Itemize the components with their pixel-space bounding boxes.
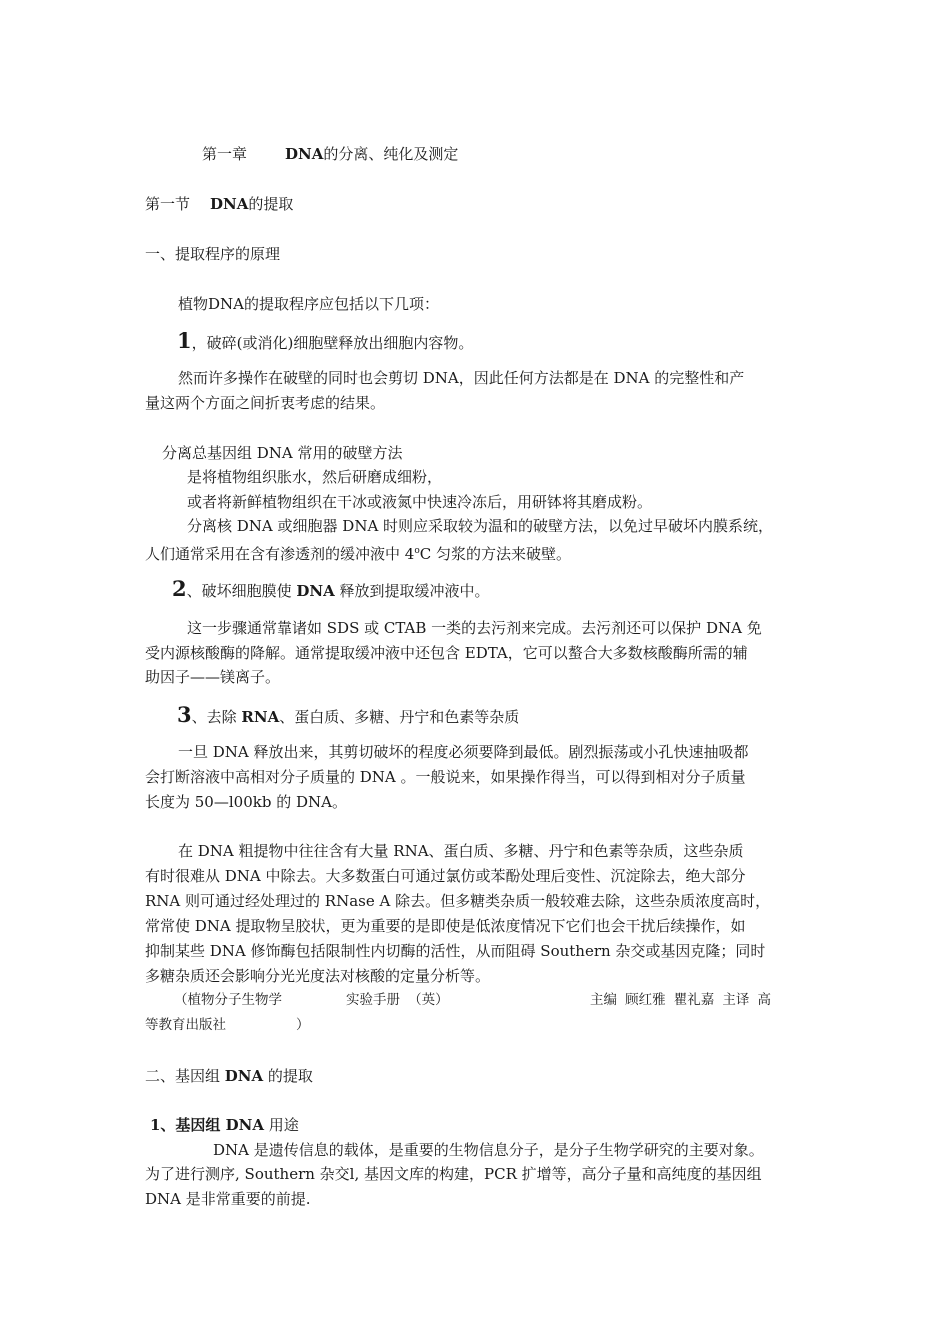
usage-line1: DNA 是遗传信息的载体，是重要的生物信息分子，是分子生物学研究的主要对象。 (213, 1141, 764, 1159)
usage-heading (150, 1115, 299, 1135)
section-title-text: 的提取 (248, 195, 294, 213)
step2-para-line1: 这一步骤通常靠诸如 SDS 或 CTAB 一类的去污剂来完成。去污剂还可以保护 DNA 免 (187, 619, 762, 637)
step2-para-line3: 助因子——镁离子。 (145, 668, 281, 686)
chapter-title-dna: DNA (285, 145, 324, 163)
step1-heading (177, 328, 473, 356)
step3-text-pre: 、去除 (191, 708, 242, 726)
reference-close: ） (296, 1017, 310, 1033)
step3-para-line2: 会打断溶液中高相对分子质量的 DNA 。一般说来，如果操作得当，可以得到相对分子质量 (145, 768, 746, 786)
step2-para-line2: 受内源核酸酶的降解。通常提取缓冲液中还包含 EDTA，它可以螯合大多数核酸酶所需的辅 (145, 644, 748, 662)
impurities-line3: RNA 则可通过经处理过的 RNase A 除去。但多糖类杂质一般较难去除，这些杂质浓度高时， (145, 892, 771, 910)
reference-book: （植物分子生物学 (174, 992, 282, 1008)
step3-para-line1: 一旦 DNA 释放出来，其剪切破坏的程度必须要降到最低。剧烈振荡或小孔快速抽吸都 (178, 743, 749, 761)
chapter-title (202, 144, 458, 164)
part2-heading (145, 1066, 313, 1086)
usage-line3: DNA 是非常重要的前提. (145, 1190, 311, 1208)
part1-heading: 一、提取程序的原理 (145, 245, 281, 263)
reference-manual: 实验手册 （英） (346, 992, 449, 1008)
part2-heading-dna: DNA (224, 1067, 264, 1085)
impurities-line6: 多糖杂质还会影响分光光度法对核酸的定量分析等。 (145, 967, 491, 985)
intro-text: 植物DNA的提取程序应包括以下几项： (178, 295, 439, 313)
impurities-line2: 有时很难从 DNA 中除去。大多数蛋白可通过氯仿或苯酚处理后变性、沉淀除去，绝大部分 (145, 867, 746, 885)
step1-para-line1: 然而许多操作在破壁的同时也会剪切 DNA，因此任何方法都是在 DNA 的完整性和产 (178, 369, 745, 387)
degree-sign: o (414, 546, 420, 556)
wall-methods-heading: 分离总基因组 DNA 常用的破壁方法 (162, 444, 403, 462)
chapter-title-text: 的分离、纯化及测定 (323, 145, 459, 163)
step3-heading (177, 702, 519, 730)
step3-para-line3: 长度为 50—l00kb 的 DNA。 (145, 793, 347, 811)
section-title-dna: DNA (210, 195, 249, 213)
step3-text-rna: RNA (241, 708, 280, 726)
part2-heading-pre: 二、基因组 (145, 1067, 225, 1085)
reference-editors: 主编 顾红雅 瞿礼嘉 主译 高 (590, 992, 772, 1008)
part2-heading-post: 的提取 (263, 1067, 313, 1085)
wall-methods-line1: 是将植物组织胀水，然后研磨成细粉， (187, 468, 443, 486)
usage-line2: 为了进行测序, Southern 杂交l, 基因文库的构建，PCR 扩增等，高分子量和高纯度的基因组 (145, 1165, 762, 1183)
step1-number: 1 (177, 328, 192, 353)
usage-heading-dna: DNA (225, 1116, 265, 1134)
chapter-label: 第一章 (202, 145, 248, 163)
step3-text-post: 、蛋白质、多糖、丹宁和色素等杂质 (279, 708, 520, 726)
section-title (145, 194, 293, 214)
wall-methods-line4-post: C 匀浆的方法来破壁。 (419, 545, 571, 563)
usage-heading-pre: 1、基因组 (150, 1116, 226, 1134)
step2-text-dna: DNA (296, 582, 335, 600)
step2-text-post: 释放到提取缓冲液中。 (334, 582, 490, 600)
wall-methods-line4 (145, 541, 571, 564)
step3-number: 3 (177, 702, 192, 727)
step2-heading (172, 576, 490, 604)
wall-methods-line2: 或者将新鲜植物组织在干冰或液氮中快速冷冻后，用研钵将其磨成粉。 (187, 493, 653, 511)
wall-methods-line3: 分离核 DNA 或细胞器 DNA 时则应采取较为温和的破壁方法，以免过早破坏内膜系统， (187, 517, 774, 535)
usage-heading-post: 用途 (264, 1116, 299, 1134)
step2-number: 2 (172, 576, 187, 601)
step1-text: ，破碎(或消化)细胞壁释放出细胞内容物。 (191, 334, 474, 352)
impurities-line4: 常常使 DNA 提取物呈胶状，更为重要的是即使是低浓度情况下它们也会干扰后续操作，如 (145, 917, 746, 935)
wall-methods-line4-pre: 人们通常采用在含有渗透剂的缓冲液中 4 (145, 545, 415, 563)
section-label: 第一节 (145, 195, 191, 213)
impurities-line5: 抑制某些 DNA 修饰酶包括限制性内切酶的活性，从而阻碍 Southern 杂交或基因克隆；同时 (145, 942, 766, 960)
reference-publisher: 等教育出版社 (145, 1017, 226, 1033)
step1-para-line2: 量这两个方面之间折衷考虑的结果。 (145, 394, 386, 412)
step2-text-pre: 、破坏细胞膜使 (186, 582, 297, 600)
impurities-line1: 在 DNA 粗提物中往往含有大量 RNA、蛋白质、多糖、丹宁和色素等杂质，这些杂质 (178, 842, 744, 860)
